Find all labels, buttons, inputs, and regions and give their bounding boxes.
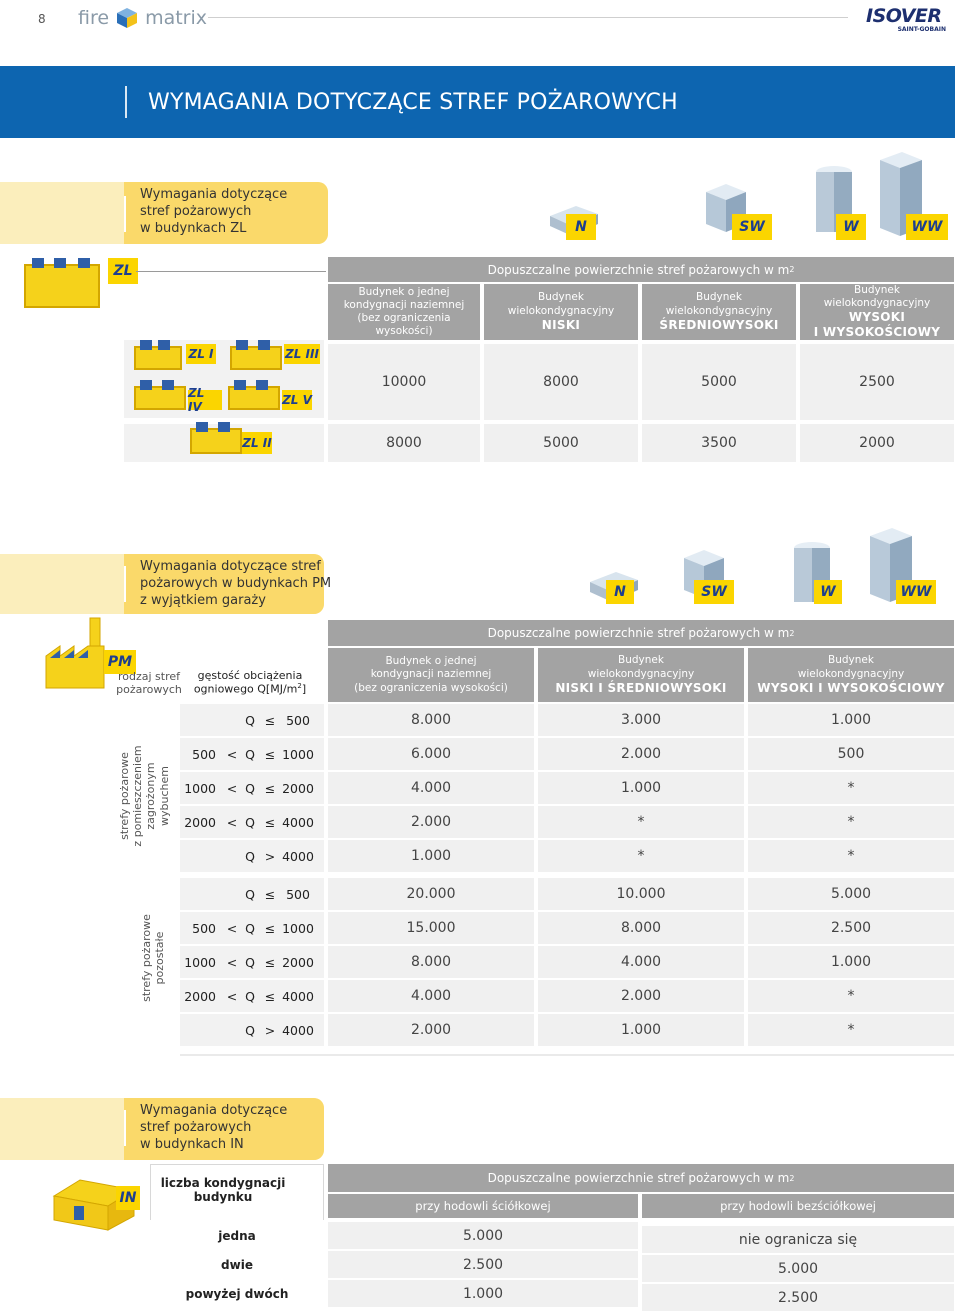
t5-r2-c3: 3500 <box>642 424 796 462</box>
t7-value-1: 2.500 <box>328 1251 638 1278</box>
t5-r1-c4: 2500 <box>800 344 954 420</box>
t6-col3-l1: Budynek <box>828 654 874 667</box>
table5-title-line3: w budynkach ZL <box>140 220 247 236</box>
table5-col-header-1 <box>328 284 480 340</box>
q-upper-bound: 500 <box>286 712 310 728</box>
table5-header <box>328 257 954 282</box>
t5-col1-l3: (bez ograniczenia wysokości) <box>357 312 451 338</box>
q-upper-op: ≤ <box>264 712 276 728</box>
t6-value-cell: 6.000 <box>328 738 534 770</box>
t7-value-1: 1.000 <box>328 1280 638 1307</box>
t7-row-label: dwie <box>150 1251 324 1278</box>
table6-header-text: Dopuszczalne powierzchnie stref pożarowych w m <box>487 626 790 640</box>
banner-title: WYMAGANIA DOTYCZĄCE STREF POŻAROWYCH <box>148 90 678 115</box>
table7-header <box>328 1164 954 1192</box>
t5-col2-bold: NISKI <box>541 317 581 332</box>
t5-col1-l1: Budynek o jednej <box>358 285 450 298</box>
t7-value-1: 5.000 <box>328 1222 638 1249</box>
table6-col-header-3 <box>748 648 954 702</box>
t5-r1-c1: 10000 <box>328 344 480 420</box>
zl-iii-building <box>230 346 282 370</box>
t5-col3-l2: wielokondygnacyjny <box>665 304 773 317</box>
t5-r2-c4: 2000 <box>800 424 954 462</box>
badge-ww-2: WW <box>896 580 936 604</box>
group-b-label: strefy pożarowe pozostałe <box>140 914 167 1002</box>
q-upper-op: ≤ <box>264 988 276 1004</box>
q-lower-bound: 500 <box>192 920 216 936</box>
page-number: 8 <box>38 12 46 26</box>
table6-divider <box>124 566 126 602</box>
banner-divider <box>125 86 127 118</box>
q-lower-op: < <box>226 988 238 1004</box>
table6-title <box>140 559 331 610</box>
badge-sw-2: SW <box>694 580 734 604</box>
gestosc-label-l1: gęstość obciążenia <box>197 669 303 682</box>
zl-line <box>136 271 326 272</box>
t6-value-cell: 20.000 <box>328 878 534 910</box>
table7-divider <box>124 1110 126 1146</box>
cube-icon <box>115 6 139 30</box>
table7-col-header-2: przy hodowli bezściółkowej <box>642 1194 954 1218</box>
table6-col-header-1 <box>328 648 534 702</box>
q-upper-bound: 4000 <box>282 848 314 864</box>
t6-value-cell: 8.000 <box>328 946 534 978</box>
q-lower-bound <box>186 884 216 904</box>
t6-value-cell: 10.000 <box>538 878 744 910</box>
q-upper-bound: 4000 <box>282 988 314 1004</box>
t7-value-2: 2.500 <box>642 1284 954 1311</box>
t5-r2-c2: 5000 <box>484 424 638 462</box>
table5-col-header-3 <box>642 284 796 340</box>
t7-value-2: 5.000 <box>642 1255 954 1282</box>
t6-value-cell: 2.000 <box>328 1014 534 1046</box>
pm-badge: PM <box>104 650 136 674</box>
badge-sw: SW <box>732 214 772 240</box>
zl-ii-building <box>190 428 242 454</box>
t6-value-cell: 15.000 <box>328 912 534 944</box>
q-upper-op: > <box>264 1022 276 1038</box>
t6-col3-bold: WYSOKI I WYSOKOŚCIOWY <box>757 680 945 695</box>
t5-col3-bold: ŚREDNIOWYSOKI <box>659 317 779 332</box>
table5-title <box>140 187 287 238</box>
group-a-l2: z pomieszczeniem <box>131 745 145 847</box>
badge-n-2: N <box>606 580 634 604</box>
t6-value-cell: * <box>748 772 954 804</box>
q-upper-op: ≤ <box>264 954 276 970</box>
q-upper-op: ≤ <box>264 920 276 936</box>
table5-title-line1: Wymagania dotyczące <box>140 187 288 202</box>
zl-ii-badge: ZL II <box>242 432 272 454</box>
fire-matrix-logo <box>78 4 207 32</box>
rodzaj-label <box>116 670 182 696</box>
q-upper-bound: 2000 <box>282 780 314 796</box>
q-lower-bound <box>186 846 216 866</box>
t6-value-cell: 3.000 <box>538 704 744 736</box>
badge-n: N <box>566 214 596 240</box>
t5-col4-bold2: I WYSOKOŚCIOWY <box>813 325 941 340</box>
table5-header-text: Dopuszczalne powierzchnie stref pożarowych w m <box>487 262 790 277</box>
q-upper-op: ≤ <box>264 780 276 796</box>
isover-logo <box>866 6 946 36</box>
t6-col2-l2: wielokondygnacyjny <box>587 667 695 680</box>
isover-wordmark: ISOVER <box>866 5 942 27</box>
in-badge: IN <box>116 1186 140 1210</box>
table6-header <box>328 620 954 646</box>
q-upper-op: > <box>264 848 276 864</box>
table7-title-line1: Wymagania dotyczące <box>140 1103 288 1118</box>
t7-row-label: jedna <box>150 1222 324 1249</box>
t6-col1-l1: Budynek o jednej <box>385 655 477 668</box>
table6-title-line1: Wymagania dotyczące stref <box>140 559 321 574</box>
liczba-l2: budynku <box>193 1190 253 1204</box>
q-symbol: Q <box>245 712 255 728</box>
q-upper-bound: 4000 <box>282 814 314 830</box>
q-upper-bound: 1000 <box>282 920 314 936</box>
t6-value-cell: 1.000 <box>748 704 954 736</box>
title-banner <box>0 66 955 138</box>
gestosc-label-l2a: ogniowego Q[MJ/m <box>193 682 298 696</box>
zl-iv-building <box>134 386 186 410</box>
t6-value-cell: 1.000 <box>328 840 534 872</box>
q-lower-op: < <box>226 814 238 830</box>
t5-col4-l1: Budynek wielokondygnacyjny <box>823 283 931 309</box>
q-lower-bound: 1000 <box>184 780 216 796</box>
gestosc-sup: 2 <box>297 682 302 690</box>
zl-v-badge: ZL V <box>282 390 312 410</box>
zl-v-building <box>228 386 280 410</box>
zl-building-icon <box>24 264 100 308</box>
q-upper-bound: 500 <box>286 886 310 902</box>
pm-factory-icon <box>44 616 110 694</box>
q-lower-bound: 2000 <box>184 814 216 830</box>
q-symbol: Q <box>245 848 255 864</box>
zl-i-badge: ZL I <box>186 344 216 364</box>
q-upper-bound: 1000 <box>282 746 314 762</box>
t6-value-cell: 500 <box>748 738 954 770</box>
q-upper-op: ≤ <box>264 746 276 762</box>
group-a-l1: strefy pożarowe <box>118 752 131 840</box>
t6-col2-bold: NISKI I ŚREDNIOWYSOKI <box>555 680 727 695</box>
q-symbol: Q <box>245 780 255 796</box>
q-lower-op: < <box>226 780 238 796</box>
q-upper-bound: 4000 <box>282 1022 314 1038</box>
t6-value-cell: 8.000 <box>538 912 744 944</box>
t6-col3-l2: wielokondygnacyjny <box>797 667 905 680</box>
gestosc-label-l2 <box>192 682 308 696</box>
t6-value-cell: 1.000 <box>538 772 744 804</box>
t5-col1-l2: kondygnacji naziemnej <box>343 298 465 311</box>
q-symbol: Q <box>245 746 255 762</box>
t6-col1-l3: (bez ograniczenia wysokości) <box>354 681 508 694</box>
logo-matrix: matrix <box>145 7 207 29</box>
rodzaj-label-l1: rodzaj stref <box>117 670 181 683</box>
q-lower-op <box>226 846 238 866</box>
t6-value-cell: * <box>538 806 744 838</box>
q-symbol: Q <box>245 920 255 936</box>
badge-ww: WW <box>906 214 948 240</box>
q-symbol: Q <box>245 1022 255 1038</box>
t6-value-cell: 5.000 <box>748 878 954 910</box>
table5-col-header-2 <box>484 284 638 340</box>
t6-col1-l2: kondygnacji naziemnej <box>370 668 492 681</box>
group-a-label <box>118 734 171 858</box>
q-lower-op: < <box>226 954 238 970</box>
table6-header-sup: 2 <box>789 628 795 638</box>
q-symbol: Q <box>245 814 255 830</box>
zl-iv-badge: ZL IV <box>188 390 222 410</box>
table6-title-line3: z wyjątkiem garaży <box>140 592 266 608</box>
t6-value-cell: 4.000 <box>538 946 744 978</box>
table7-col-header-1: przy hodowli ściółkowej <box>328 1194 638 1218</box>
q-lower-op <box>226 710 238 730</box>
t6-col2-l1: Budynek <box>618 654 664 667</box>
zl-badge: ZL <box>108 258 138 284</box>
t6-value-cell: 8.000 <box>328 704 534 736</box>
table5-header-sup: 2 <box>789 265 795 274</box>
t6-value-cell: 2.000 <box>538 738 744 770</box>
t5-col3-l1: Budynek <box>696 291 742 304</box>
liczba-l1: liczba kondygnacji <box>160 1176 286 1190</box>
t6-value-cell: 2.000 <box>538 980 744 1012</box>
table7-header-text: Dopuszczalne powierzchnie stref pożarowych w m <box>487 1171 790 1185</box>
table5-title-line2: stref pożarowych <box>140 203 252 219</box>
gestosc-label <box>192 669 308 696</box>
gestosc-label-l2b: ] <box>301 682 307 696</box>
zl-i-building <box>134 346 182 370</box>
t6-value-cell: 2.000 <box>328 806 534 838</box>
liczba-box <box>150 1164 324 1220</box>
q-upper-op: ≤ <box>264 814 276 830</box>
q-symbol: Q <box>245 988 255 1004</box>
t6-value-cell: 4.000 <box>328 980 534 1012</box>
t6-value-cell: * <box>748 840 954 872</box>
t5-r1-c2: 8000 <box>484 344 638 420</box>
table7-title-line2: stref pożarowych <box>140 1119 252 1135</box>
t6-value-cell: * <box>748 806 954 838</box>
q-lower-bound: 1000 <box>184 954 216 970</box>
table5-divider <box>124 196 126 232</box>
t5-col2-l1: Budynek <box>538 291 584 304</box>
q-lower-op <box>226 1020 238 1040</box>
q-upper-bound: 2000 <box>282 954 314 970</box>
q-lower-op <box>226 884 238 904</box>
table7-header-sup: 2 <box>789 1173 795 1183</box>
t6-value-cell: 2.500 <box>748 912 954 944</box>
q-symbol: Q <box>245 886 255 902</box>
badge-w-2: W <box>814 580 842 604</box>
q-lower-op: < <box>226 746 238 762</box>
zl-iii-badge: ZL III <box>284 344 320 364</box>
t5-r2-c1: 8000 <box>328 424 480 462</box>
t5-r1-c3: 5000 <box>642 344 796 420</box>
t5-col2-l2: wielokondygnacyjny <box>507 304 615 317</box>
q-lower-bound: 2000 <box>184 988 216 1004</box>
table6-bottom-rule <box>180 1054 954 1056</box>
t5-col4-bold: WYSOKI <box>848 310 906 325</box>
table6-col-header-2 <box>538 648 744 702</box>
table6-title-line2: pożarowych w budynkach PM <box>140 575 332 591</box>
t6-value-cell: 1.000 <box>748 946 954 978</box>
table7-title <box>140 1103 287 1154</box>
t7-row-label: powyżej dwóch <box>150 1280 324 1307</box>
rodzaj-label-l2: pożarowych <box>116 683 182 696</box>
q-lower-bound <box>186 1020 216 1040</box>
logo-fire: fire <box>78 7 110 29</box>
t6-value-cell: * <box>538 840 744 872</box>
q-lower-bound <box>186 710 216 730</box>
q-upper-op: ≤ <box>264 886 276 902</box>
t6-value-cell: * <box>748 1014 954 1046</box>
table5-col-header-4 <box>800 284 954 340</box>
t6-value-cell: 4.000 <box>328 772 534 804</box>
header-rule <box>208 17 848 18</box>
badge-w: W <box>836 214 866 240</box>
q-lower-bound: 500 <box>192 746 216 762</box>
table7-title-line3: w budynkach IN <box>140 1136 244 1152</box>
t6-value-cell: 1.000 <box>538 1014 744 1046</box>
q-symbol: Q <box>245 954 255 970</box>
group-a-l3: zagrożonym wybuchem <box>144 762 171 830</box>
q-lower-op: < <box>226 920 238 936</box>
t7-value-2: nie ogranicza się <box>642 1226 954 1253</box>
t6-value-cell: * <box>748 980 954 1012</box>
saint-gobain-label: SAINT-GOBAIN <box>897 26 946 33</box>
